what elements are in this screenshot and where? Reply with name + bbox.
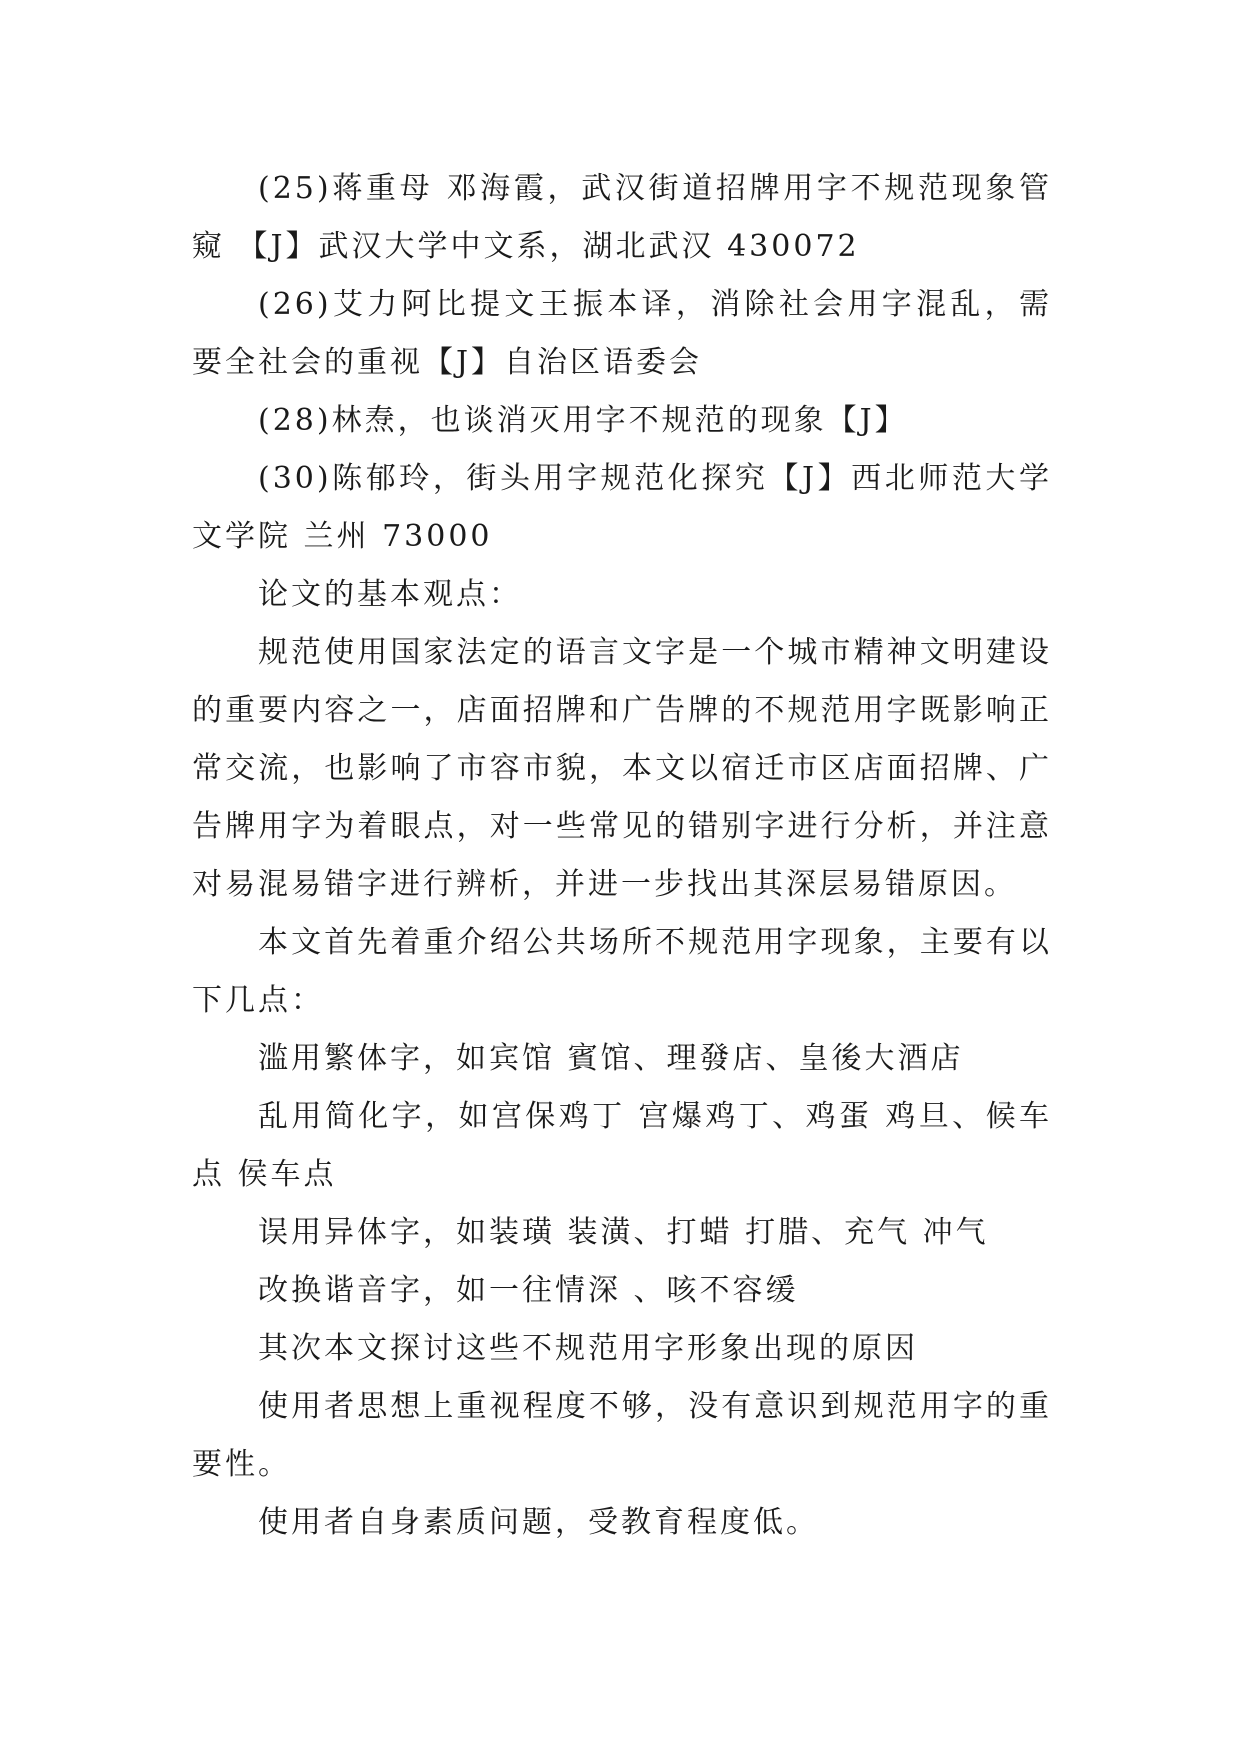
section-heading-basic-views: 论文的基本观点： (258, 577, 522, 612)
reference-25: (25)蒋重母 邓海霞，武汉街道招牌用字不规范现象管窥 【J】武汉大学中文系，湖北武汉 430072 (192, 171, 1052, 264)
cause-item-education: 使用者自身素质问题，受教育程度低。 (258, 1505, 819, 1540)
body-paragraph-phenomena: 本文首先着重介绍公共场所不规范用字现象，主要有以下几点： (192, 925, 1052, 1018)
document-body (192, 160, 1052, 1552)
body-paragraph-intro: 规范使用国家法定的语言文字是一个城市精神文明建设的重要内容之一，店面招牌和广告牌的不规范用字既影响正常交流，也影响了市容市貌，本文以宿迁市区店面招牌、广告牌用字为着眼点，对一些常见的错别字进行分析，并注意对易混易错字进行辨析，并进一步找出其深层易错原因。 (192, 635, 1052, 902)
body-paragraph-causes: 其次本文探讨这些不规范用字形象出现的原因 (258, 1331, 918, 1366)
list-item-traditional-chars: 滥用繁体字，如宾馆 賓馆、理發店、皇後大酒店 (258, 1041, 964, 1076)
reference-30: (30)陈郁玲，街头用字规范化探究【J】西北师范大学文学院 兰州 73000 (192, 461, 1052, 554)
reference-26: (26)艾力阿比提文王振本译，消除社会用字混乱，需要全社会的重视【J】自治区语委会 (192, 287, 1052, 380)
cause-item-awareness: 使用者思想上重视程度不够，没有意识到规范用字的重要性。 (192, 1389, 1052, 1482)
list-item-variant-chars: 误用异体字，如装璜 装潢、打蜡 打腊、充气 冲气 (258, 1215, 989, 1250)
list-item-homophone-chars: 改换谐音字，如一往情深 、咳不容缓 (258, 1273, 799, 1308)
reference-28: (28)林焘，也谈消灭用字不规范的现象【J】 (258, 403, 908, 438)
list-item-simplified-chars: 乱用简化字，如宫保鸡丁 宫爆鸡丁、鸡蛋 鸡旦、候车点 侯车点 (192, 1099, 1052, 1192)
